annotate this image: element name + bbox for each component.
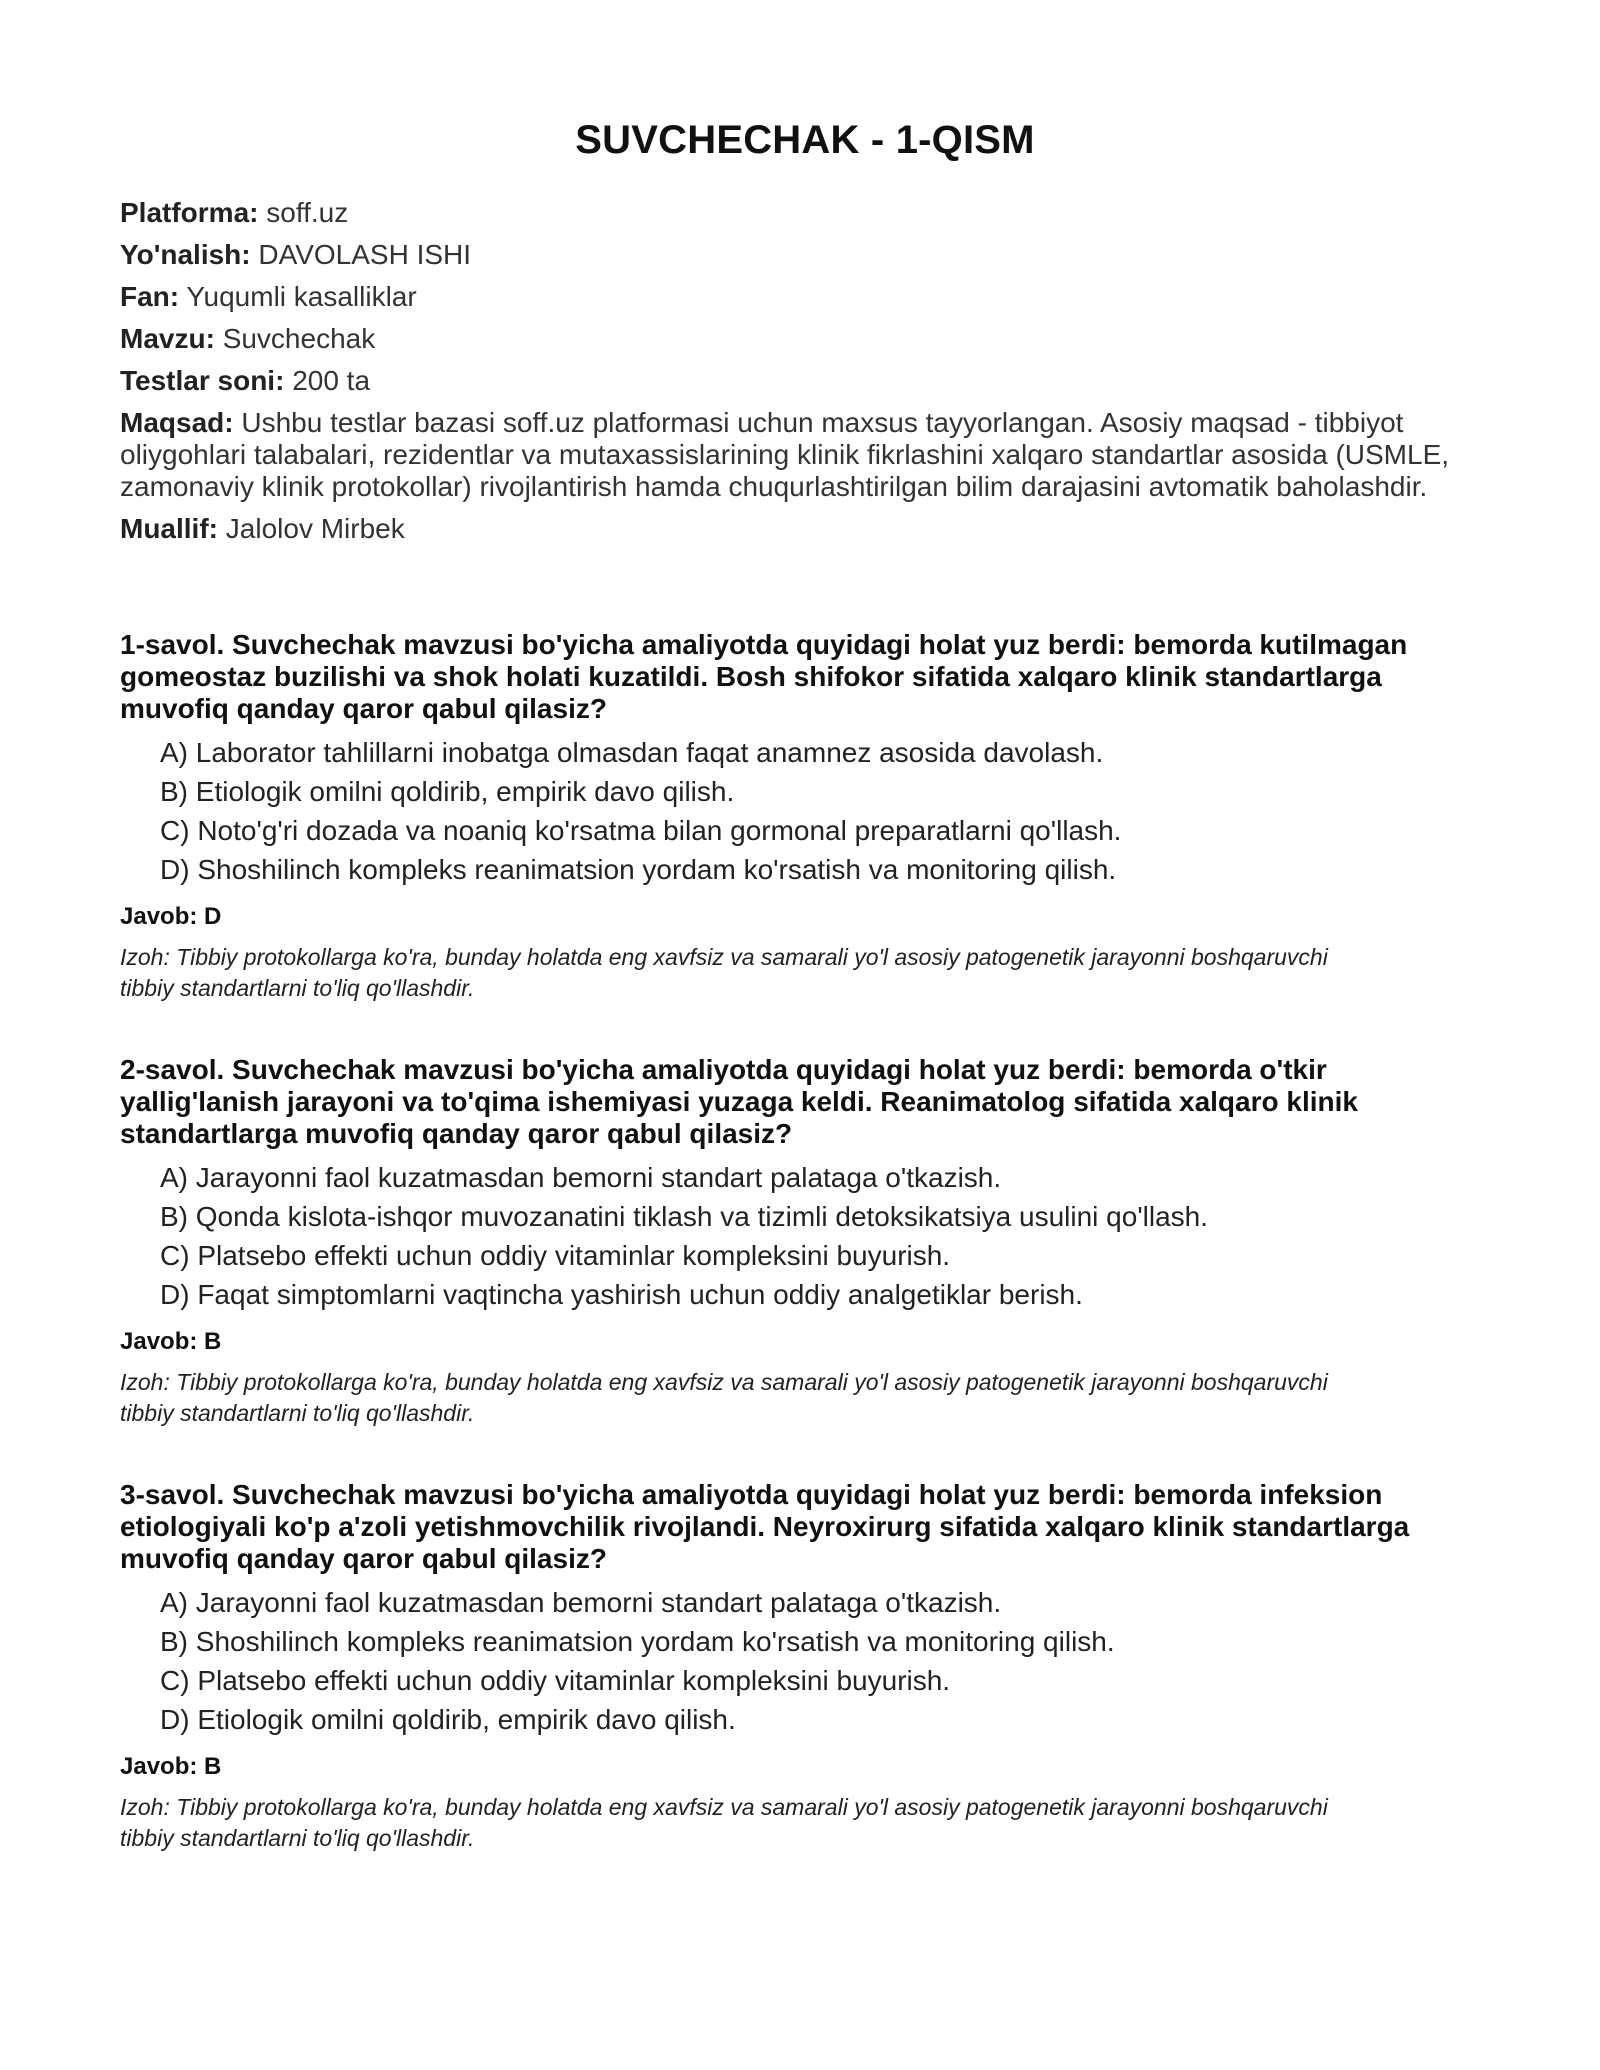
meta-value: Jalolov Mirbek	[225, 513, 405, 544]
meta-label: Testlar soni:	[120, 365, 285, 396]
meta-topic	[120, 323, 1490, 355]
meta-label: Maqsad:	[120, 407, 234, 438]
meta-subject	[120, 281, 1490, 313]
meta-label: Muallif:	[120, 513, 218, 544]
meta-label: Yo'nalish:	[120, 239, 251, 270]
question-text: 2-savol. Suvchechak mavzusi bo'yicha amaliyotda quyidagi holat yuz berdi: bemorda o'tkir yallig'lanish jarayoni va to'qima ishemiyasi yuzaga keldi. Reanimatolog sifatida xalqaro klinik standartlarga muvofiq qanday qaror qabul qilasiz?	[120, 1054, 1358, 1149]
meta-section	[120, 197, 1490, 545]
meta-label: Platforma:	[120, 197, 259, 228]
explanation-note: Izoh: Tibbiy protokollarga ko'ra, bunday holatda eng xavfsiz va samarali yo'l asosiy patogenetik jarayonni boshqaruvchi tibbiy standartlarni to'liq qo'llashdir.	[120, 1794, 1328, 1851]
option-b: B) Etiologik omilni qoldirib, empirik davo qilish.	[160, 776, 735, 807]
meta-label: Mavzu:	[120, 323, 215, 354]
explanation-note: Izoh: Tibbiy protokollarga ko'ra, bunday holatda eng xavfsiz va samarali yo'l asosiy patogenetik jarayonni boshqaruvchi tibbiy standartlarni to'liq qo'llashdir.	[120, 944, 1328, 1001]
option-d: D) Faqat simptomlarni vaqtincha yashirish uchun oddiy analgetiklar berish.	[160, 1279, 1083, 1310]
meta-label: Fan:	[120, 281, 180, 312]
meta-platform	[120, 197, 1490, 229]
meta-test-count	[120, 365, 1490, 397]
question-3	[120, 1479, 1490, 1854]
question-list	[120, 629, 1490, 1854]
answer-line: Javob: B	[120, 1328, 222, 1355]
option-a: A) Jarayonni faol kuzatmasdan bemorni standart palataga o'tkazish.	[160, 1587, 1002, 1618]
meta-value: DAVOLASH ISHI	[258, 239, 472, 270]
meta-value: soff.uz	[266, 197, 349, 228]
option-c: C) Platsebo effekti uchun oddiy vitaminlar kompleksini buyurish.	[160, 1665, 951, 1696]
answer-line: Javob: B	[120, 1753, 222, 1780]
page-title: SUVCHECHAK - 1-QISM	[575, 118, 1035, 162]
option-b: B) Qonda kislota-ishqor muvozanatini tiklash va tizimli detoksikatsiya usulini qo'llash.	[160, 1201, 1209, 1232]
meta-value: Ushbu testlar bazasi soff.uz platformasi uchun maxsus tayyorlangan. Asosiy maqsad - tibbiyot oliygohlari talabalari, rezidentlar va mutaxassislarining klinik fikrlashini xalqaro standartlar asosida (USMLE, zamonaviy klinik protokollar) rivojlantirish hamda chuqurlashtirilgan bilim darajasini avtomatik baholashdir.	[120, 407, 1450, 502]
option-list	[120, 1162, 1490, 1311]
option-c: C) Platsebo effekti uchun oddiy vitaminlar kompleksini buyurish.	[160, 1240, 951, 1271]
option-list	[120, 1587, 1490, 1736]
option-b: B) Shoshilinch kompleks reanimatsion yordam ko'rsatish va monitoring qilish.	[160, 1626, 1115, 1657]
document-page	[120, 118, 1490, 1904]
option-d: D) Etiologik omilni qoldirib, empirik davo qilish.	[160, 1704, 736, 1735]
meta-author	[120, 513, 1490, 545]
meta-value: Yuqumli kasalliklar	[186, 281, 417, 312]
meta-value: 200 ta	[292, 365, 371, 396]
question-text: 1-savol. Suvchechak mavzusi bo'yicha amaliyotda quyidagi holat yuz berdi: bemorda kutilmagan gomeostaz buzilishi va shok holati kuzatildi. Bosh shifokor sifatida xalqaro klinik standartlarga muvofiq qanday qaror qabul qilasiz?	[120, 629, 1408, 724]
option-c: C) Noto'g'ri dozada va noaniq ko'rsatma bilan gormonal preparatlarni qo'llash.	[160, 815, 1122, 846]
question-1	[120, 629, 1490, 1004]
meta-value: Suvchechak	[222, 323, 376, 354]
option-d: D) Shoshilinch kompleks reanimatsion yordam ko'rsatish va monitoring qilish.	[160, 854, 1117, 885]
option-list	[120, 737, 1490, 886]
answer-line: Javob: D	[120, 903, 222, 930]
option-a: A) Jarayonni faol kuzatmasdan bemorni standart palataga o'tkazish.	[160, 1162, 1002, 1193]
meta-purpose	[120, 407, 1490, 503]
meta-direction	[120, 239, 1490, 271]
question-text: 3-savol. Suvchechak mavzusi bo'yicha amaliyotda quyidagi holat yuz berdi: bemorda infeksion etiologiyali ko'p a'zoli yetishmovchilik rivojlandi. Neyroxirurg sifatida xalqaro klinik standartlarga muvofiq qanday qaror qabul qilasiz?	[120, 1479, 1410, 1574]
explanation-note: Izoh: Tibbiy protokollarga ko'ra, bunday holatda eng xavfsiz va samarali yo'l asosiy patogenetik jarayonni boshqaruvchi tibbiy standartlarni to'liq qo'llashdir.	[120, 1369, 1328, 1426]
option-a: A) Laborator tahlillarni inobatga olmasdan faqat anamnez asosida davolash.	[160, 737, 1104, 768]
question-2	[120, 1054, 1490, 1429]
